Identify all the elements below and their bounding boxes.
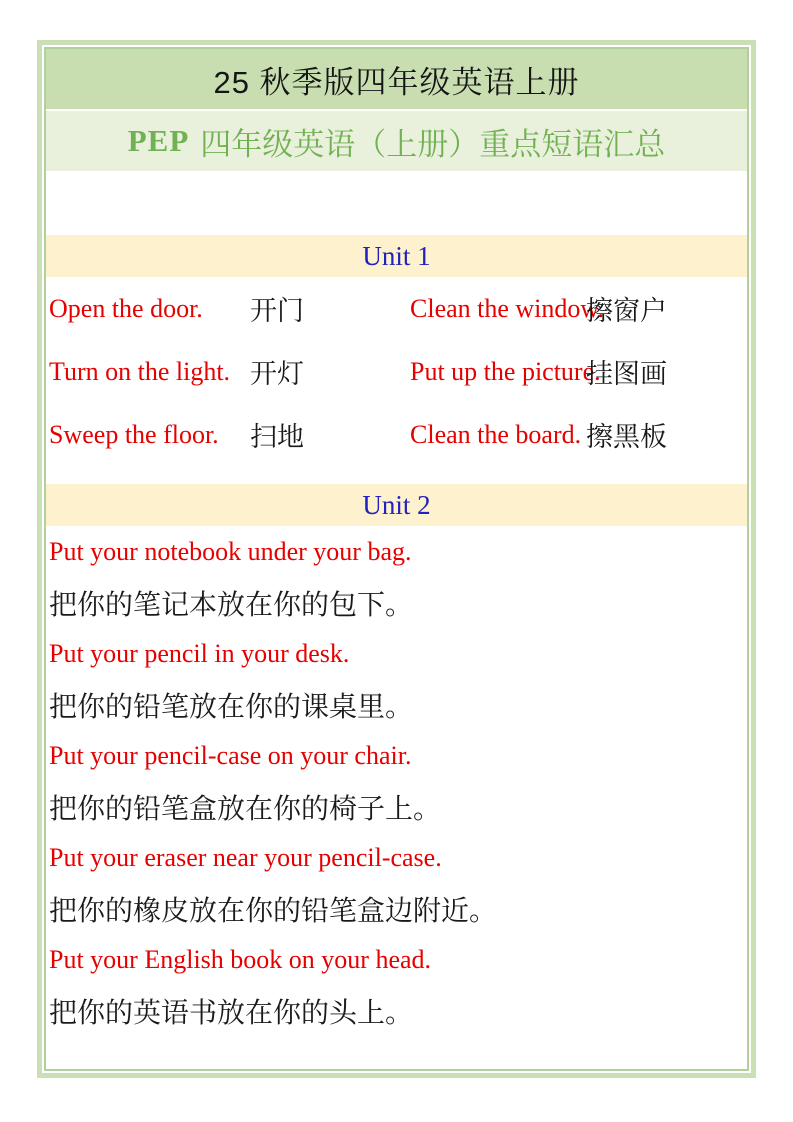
sentence-en: Put your notebook under your bag.: [49, 536, 412, 566]
unit1-header: [46, 235, 747, 277]
subtitle-banner: [46, 111, 747, 171]
sentence-zh: 把你的英语书放在你的头上。: [49, 996, 414, 1028]
phrase-zh: 擦窗户: [586, 296, 667, 326]
phrase-zh: 挂图画: [586, 359, 667, 389]
phrase-en: Open the door.: [49, 293, 203, 323]
sentence-zh: 把你的笔记本放在你的包下。: [49, 588, 414, 620]
unit2-label: Unit 2: [362, 489, 431, 520]
unit2-sentence-list: [46, 526, 747, 1036]
sentence-en: Put your eraser near your pencil-case.: [49, 842, 442, 872]
page-frame: [37, 40, 756, 1078]
page-frame-inner: [44, 47, 749, 1071]
sentence-en: Put your English book on your head.: [49, 944, 432, 974]
top-whitespace: [46, 171, 747, 235]
sentence-zh: 把你的橡皮放在你的铅笔盒边附近。: [49, 894, 498, 926]
unit1-phrase-table: [46, 277, 747, 466]
subtitle-pep-label: PEP: [127, 123, 190, 158]
sentence-zh: 把你的铅笔盒放在你的椅子上。: [49, 792, 442, 824]
phrase-en: Turn on the light.: [49, 356, 231, 386]
title-banner: [46, 49, 747, 109]
unit2-header: [46, 484, 747, 526]
phrase-zh: 开灯: [250, 359, 304, 389]
phrase-en: Clean the board.: [410, 419, 582, 449]
unit1-label: Unit 1: [362, 240, 431, 271]
phrase-zh: 擦黑板: [586, 422, 667, 452]
phrase-zh: 扫地: [250, 422, 304, 452]
page-title: 25 秋季版四年级英语上册: [213, 64, 580, 100]
phrase-en: Clean the window.: [410, 293, 604, 323]
sentence-en: Put your pencil in your desk.: [49, 638, 350, 668]
phrase-en: Sweep the floor.: [49, 419, 219, 449]
phrase-en: Put up the picture.: [410, 356, 601, 386]
phrase-row: [46, 340, 747, 403]
sentence-en: Put your pencil-case on your chair.: [49, 740, 412, 770]
phrase-row: [46, 277, 747, 340]
phrase-zh: 开门: [250, 296, 304, 326]
sentence-zh: 把你的铅笔放在你的课桌里。: [49, 690, 414, 722]
subtitle-text: 四年级英语（上册）重点短语汇总: [200, 126, 666, 162]
phrase-row: [46, 403, 747, 466]
